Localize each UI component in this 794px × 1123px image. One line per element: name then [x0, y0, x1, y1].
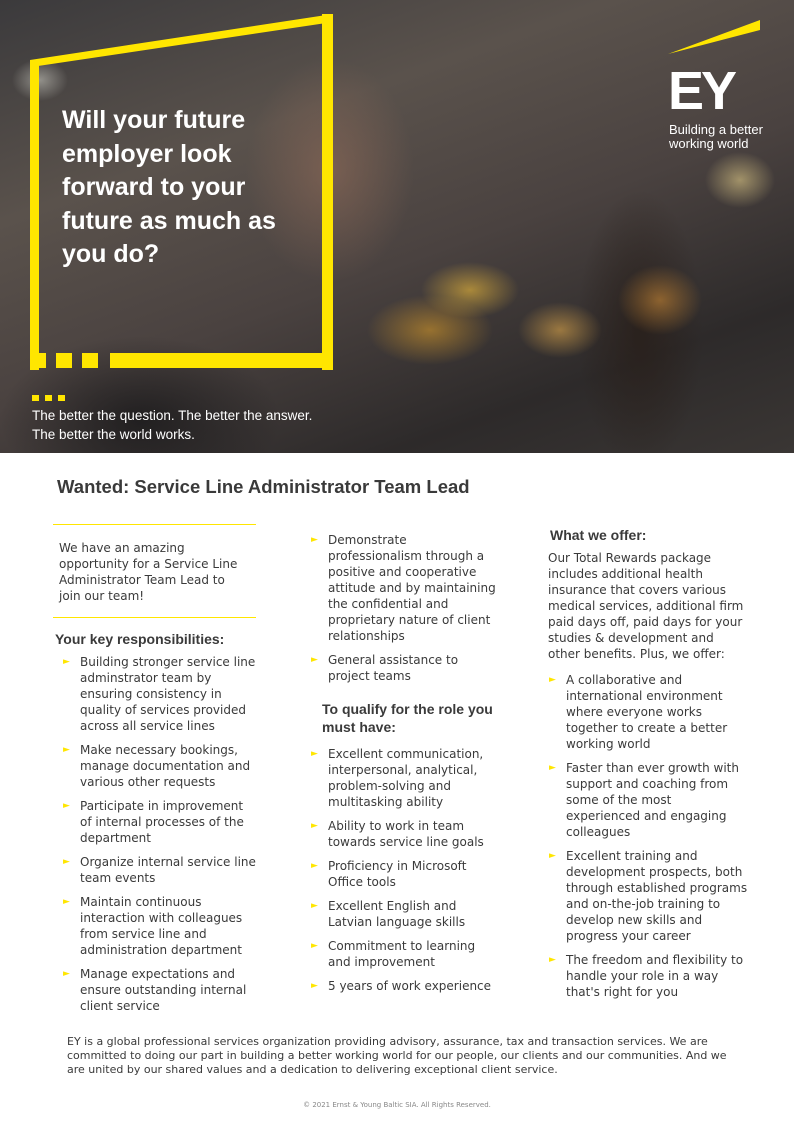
list-item	[301, 978, 501, 994]
bullet-arrow-icon: ►	[63, 801, 70, 811]
list-item	[53, 654, 256, 734]
list-item	[548, 760, 748, 840]
frame-dot-3	[82, 353, 98, 368]
list-item-text: Demonstrate professionalism through a positive and cooperative attitude and by maintaining the confidential and proprietary nature of client relationships	[328, 533, 496, 643]
tagline-dot-2	[45, 395, 52, 401]
list-item	[53, 798, 256, 846]
list-item	[548, 848, 748, 944]
tagline-dot-1	[32, 395, 39, 401]
list-item-text: Building stronger service line adminstrator team by ensuring consistency in quality of services provided across all service lines	[80, 655, 256, 733]
offer-intro: Our Total Rewards package includes additional health insurance that covers various medical services, additional firm paid days off, paid days for your studies & development and other benefits. Plus, we offer:	[548, 551, 744, 661]
tagline	[32, 406, 312, 444]
ey-slogan-line-1: Building a better	[669, 122, 763, 137]
list-item	[301, 938, 501, 970]
list-item-text: Excellent English and Latvian language skills	[328, 899, 466, 929]
tagline-line-1: The better the question. The better the answer.	[32, 408, 313, 423]
intro-rule-bottom	[53, 617, 256, 618]
bullet-arrow-icon: ►	[63, 857, 70, 867]
bullet-arrow-icon: ►	[63, 969, 70, 979]
bullet-arrow-icon: ►	[311, 861, 318, 871]
list-item	[53, 894, 256, 958]
bullet-arrow-icon: ►	[311, 981, 318, 991]
bullet-arrow-icon: ►	[549, 955, 556, 965]
hero-headline: Will your future employer look forward to your future as much as you do?	[62, 106, 276, 268]
list-item-text: The freedom and flexibility to handle your role in a way that's right for you	[566, 953, 744, 999]
responsibilities-heading: Your key responsibilities:	[55, 631, 225, 647]
list-item-text: Make necessary bookings, manage documentation and various other requests	[80, 743, 251, 789]
hero-photo	[0, 0, 794, 453]
list-item-text: Participate in improvement of internal processes of the department	[80, 799, 244, 845]
bullet-arrow-icon: ►	[311, 749, 318, 759]
bullet-arrow-icon: ►	[311, 655, 318, 665]
list-item	[301, 532, 501, 644]
list-item	[301, 818, 501, 850]
offer-list	[548, 672, 748, 1000]
list-item	[53, 854, 256, 886]
column-right	[548, 526, 748, 1008]
copyright: © 2021 Ernst & Young Baltic SIA. All Rights Reserved.	[303, 1101, 491, 1109]
ey-logo-beam	[668, 20, 760, 60]
job-title: Wanted: Service Line Administrator Team Lead	[57, 476, 470, 497]
column-middle	[301, 532, 501, 1002]
intro-text: We have an amazing opportunity for a Service Line Administrator Team Lead to join our team!	[59, 541, 238, 603]
responsibilities-list	[53, 654, 256, 1014]
frame-dot-2	[56, 353, 72, 368]
list-item	[301, 858, 501, 890]
responsibilities-list-continued	[301, 532, 501, 684]
list-item	[301, 746, 501, 810]
list-item-text: Faster than ever growth with support and coaching from some of the most experienced and engaging colleagues	[566, 761, 739, 839]
list-item-text: Maintain continuous interaction with colleagues from service line and administration department	[80, 895, 243, 957]
qualifications-heading: To qualify for the role you must have:	[322, 701, 493, 735]
list-item	[301, 898, 501, 930]
list-item-text: Excellent communication, interpersonal, analytical, problem-solving and multitasking ability	[328, 747, 484, 809]
bullet-arrow-icon: ►	[63, 745, 70, 755]
company-description: EY is a global professional services organization providing advisory, assurance, tax and transaction services. We are committed to doing our part in building a better working world for our people, our clients and our communities. And we are united by our shared values and a dedication to delivering exceptional client service.	[67, 1035, 727, 1076]
bullet-arrow-icon: ►	[549, 675, 556, 685]
list-item	[301, 652, 501, 684]
tagline-dot-3	[58, 395, 65, 401]
list-item	[548, 952, 748, 1000]
list-item-text: Organize internal service line team events	[80, 855, 256, 885]
list-item-text: Ability to work in team towards service line goals	[328, 819, 484, 849]
list-item-text: 5 years of work experience	[328, 979, 492, 993]
offer-heading: What we offer:	[550, 527, 647, 543]
list-item-text: General assistance to project teams	[328, 653, 459, 683]
bullet-arrow-icon: ►	[311, 821, 318, 831]
column-left	[53, 524, 256, 1022]
bullet-arrow-icon: ►	[63, 657, 70, 667]
qualifications-list	[301, 746, 501, 994]
ey-slogan-line-2: working world	[669, 136, 749, 151]
list-item-text: Commitment to learning and improvement	[328, 939, 476, 969]
bullet-arrow-icon: ►	[311, 901, 318, 911]
list-item	[548, 672, 748, 752]
frame-dot-1	[30, 353, 46, 368]
ey-logo-mark: EY	[668, 61, 735, 121]
bullet-arrow-icon: ►	[63, 897, 70, 907]
list-item-text: A collaborative and international environment where everyone works together to create a better working world	[566, 673, 728, 751]
bullet-arrow-icon: ►	[311, 941, 318, 951]
list-item	[53, 966, 256, 1014]
ey-logo	[668, 20, 764, 160]
list-item-text: Excellent training and development prospects, both through established programs and on-the-job training to develop new skills and progress your career	[566, 849, 748, 943]
tagline-line-2: The better the world works.	[32, 427, 195, 442]
list-item-text: Proficiency in Microsoft Office tools	[328, 859, 467, 889]
bullet-arrow-icon: ►	[549, 851, 556, 861]
ey-logo-slogan	[669, 123, 763, 151]
bullet-arrow-icon: ►	[549, 763, 556, 773]
list-item	[53, 742, 256, 790]
bullet-arrow-icon: ►	[311, 535, 318, 545]
list-item-text: Manage expectations and ensure outstanding internal client service	[80, 967, 247, 1013]
